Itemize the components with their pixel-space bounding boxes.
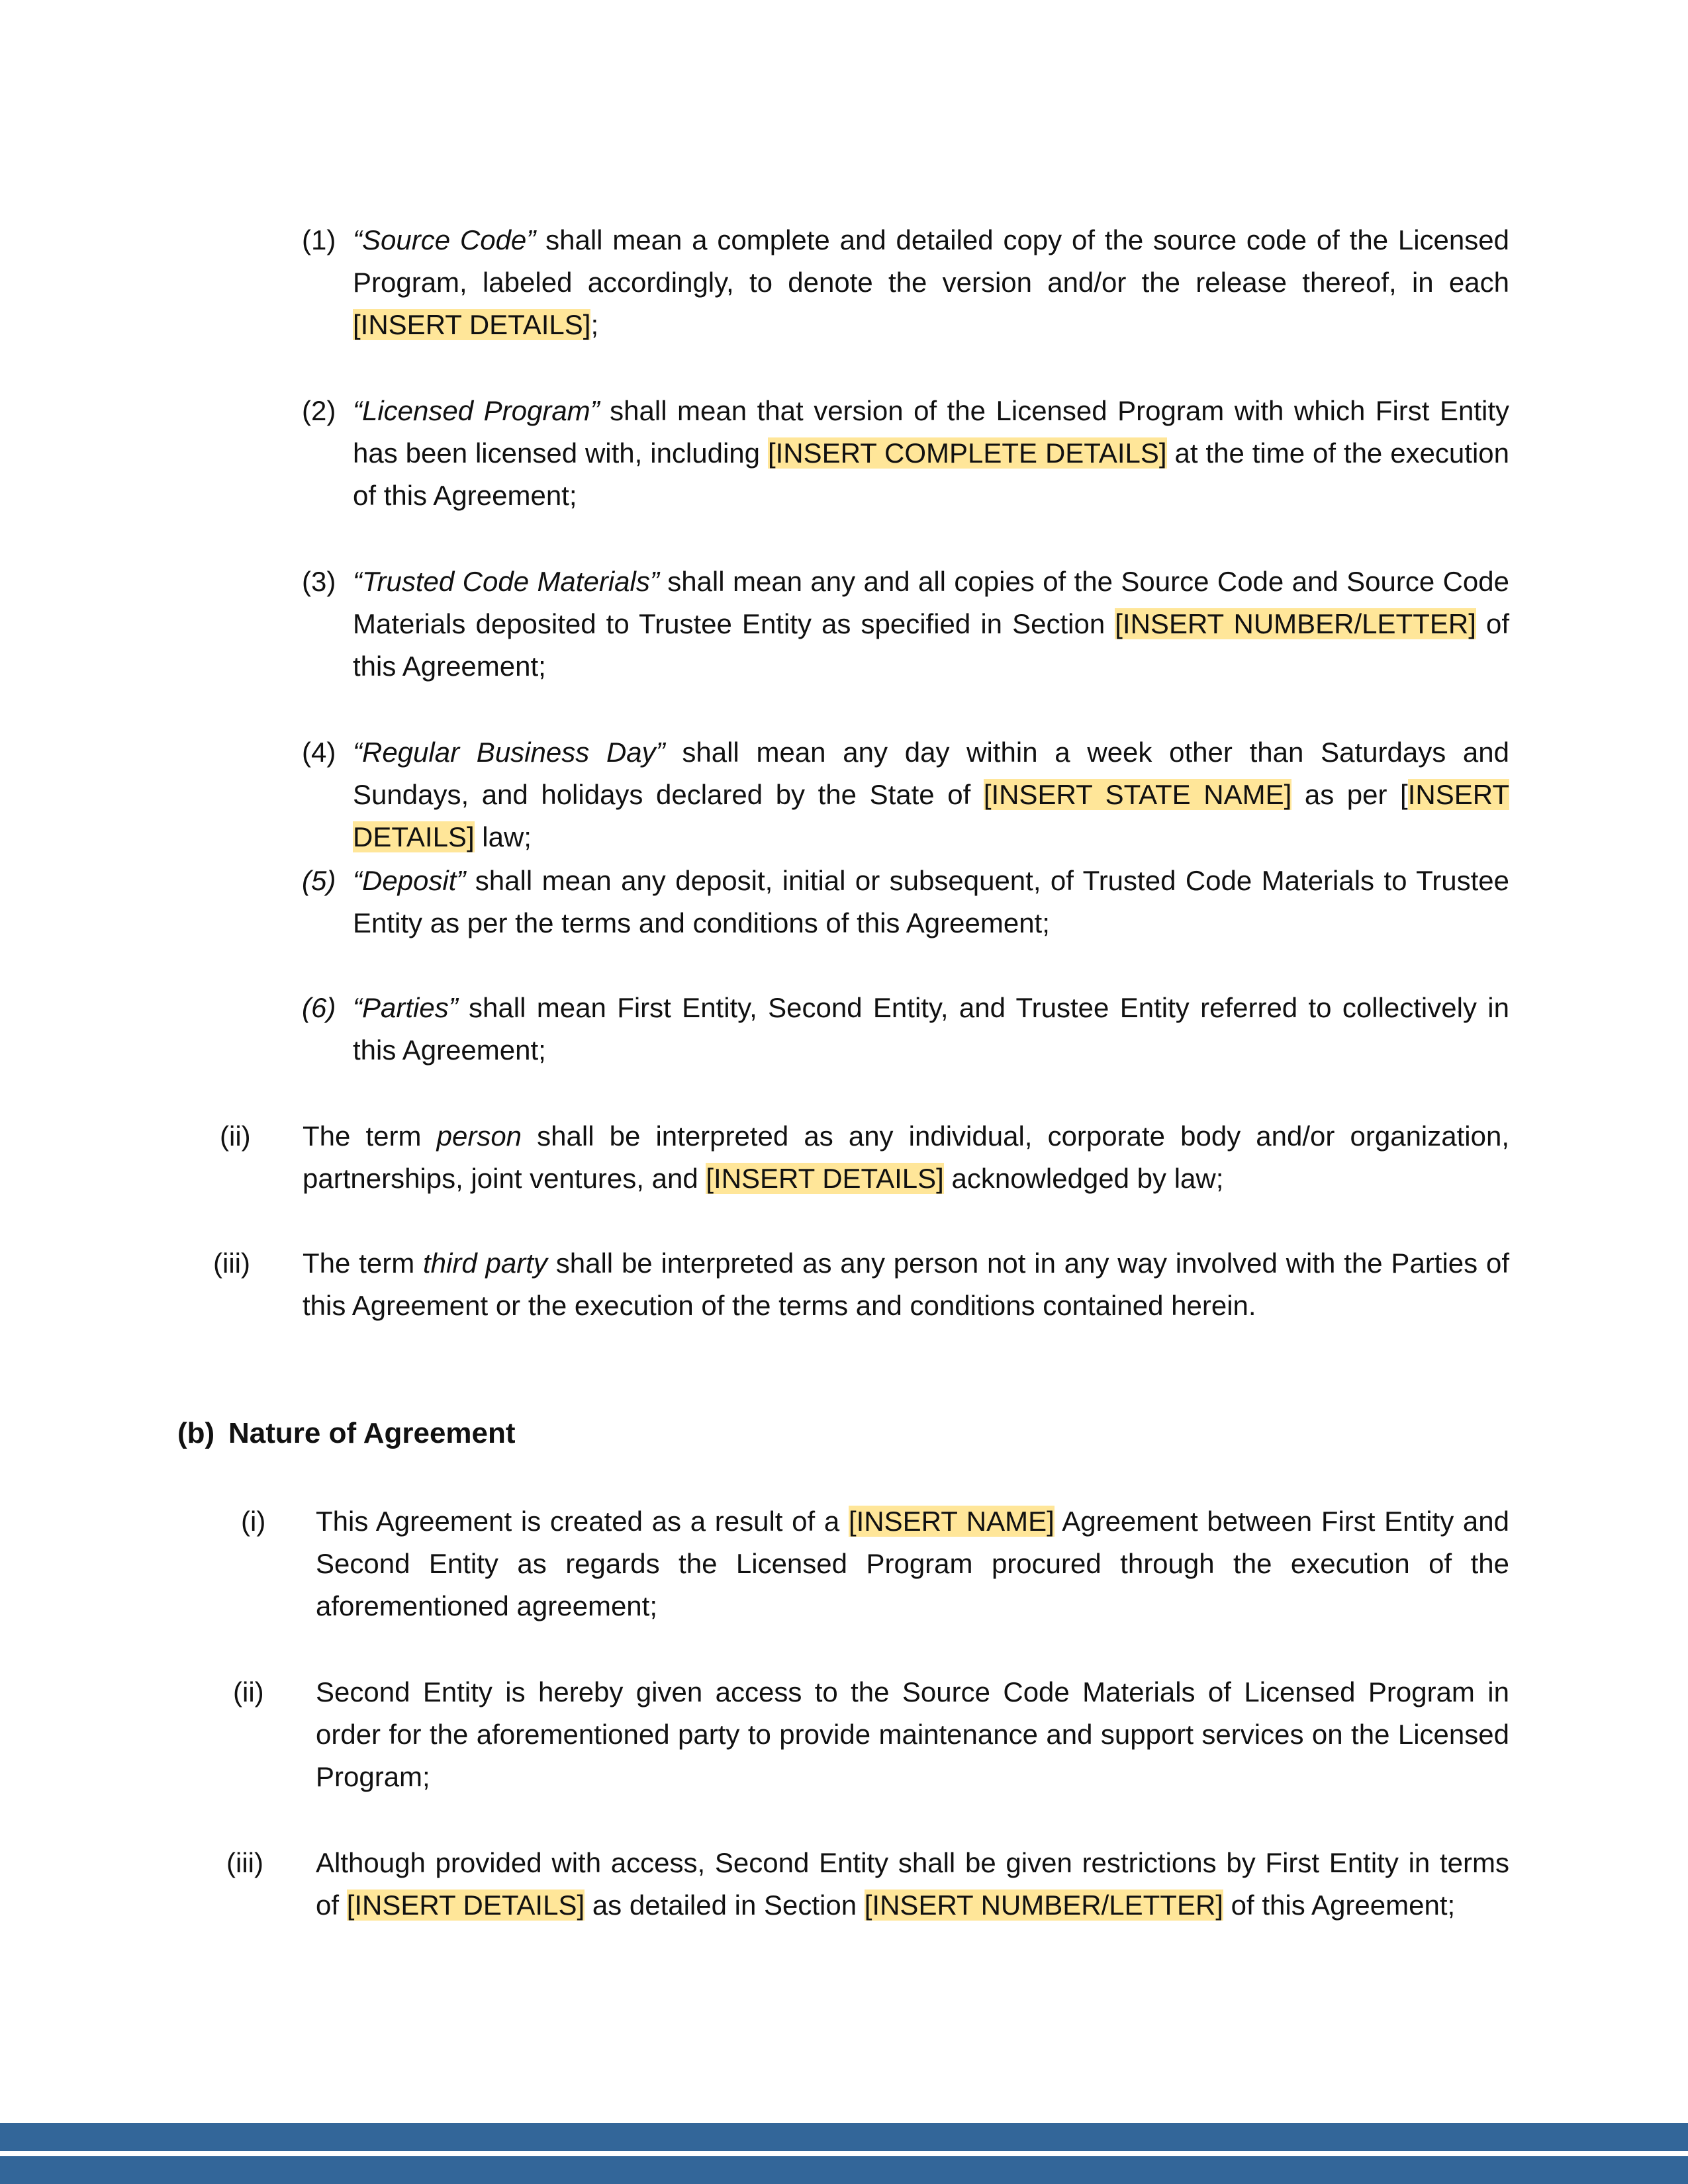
term-number: (iii) [213, 1248, 250, 1279]
text-segment: shall mean a complete and detailed copy of the source code of the Licensed Program, labeled accordingly, to denote the version and/or the release thereof, in each [353, 224, 1509, 298]
nature-item [316, 1671, 1509, 1798]
placeholder-highlight: [INSERT NAME] [848, 1506, 1055, 1537]
text-segment: Although provided with access, Second Entity shall be given restrictions by First Entity in terms of [316, 1847, 1509, 1921]
placeholder-highlight: [INSERT STATE NAME] [983, 779, 1292, 810]
definition-number: (2) [302, 395, 336, 426]
definition-item [353, 219, 1509, 346]
text-segment: of this Agreement; [1223, 1889, 1456, 1921]
text-segment: acknowledged by law; [943, 1163, 1224, 1194]
text-segment: of this Agreement; [353, 608, 1509, 682]
section-number: (b) [177, 1417, 215, 1449]
text-segment: shall mean any and all copies of the Source Code and Source Code Materials deposited to Trustee Entity as specified in Section [353, 566, 1509, 639]
definition-number: (1) [302, 224, 336, 255]
defined-term: “Trusted Code Materials” [353, 566, 659, 597]
defined-term: “Source Code” [353, 224, 536, 255]
nature-number: (iii) [226, 1847, 263, 1878]
text-segment: shall be interpreted as any individual, corporate body and/or organization, partnerships, joint ventures, and [303, 1120, 1510, 1194]
text-segment: as detailed in Section [585, 1889, 865, 1921]
text-segment: shall mean that version of the Licensed Program with which First Entity has been licensed with, including [353, 395, 1510, 469]
placeholder-highlight: [INSERT NUMBER/LETTER] [864, 1889, 1223, 1921]
text-segment: law; [474, 821, 532, 852]
placeholder-highlight: [INSERT DETAILS] [353, 309, 591, 340]
placeholder-highlight: INSERT DETAILS] [353, 779, 1509, 852]
nature-item [316, 1500, 1509, 1627]
nature-number: (i) [241, 1506, 266, 1537]
definition-item [353, 731, 1509, 858]
definition-number: (5) [302, 865, 336, 896]
text-segment: This Agreement is created as a result of a [316, 1506, 849, 1537]
defined-term: “Deposit” [353, 865, 466, 896]
placeholder-highlight: [INSERT DETAILS] [346, 1889, 585, 1921]
text-segment: Second Entity is hereby given access to the Source Code Materials of Licensed Program in order for the aforementioned party to provide maintenance and support services on the Licensed Program; [316, 1676, 1509, 1792]
text-segment: ; [590, 309, 599, 340]
text-segment: as per [ [1291, 779, 1408, 810]
text-segment: shall mean any day within a week other than Saturdays and Sundays, and holidays declared by the State of [353, 737, 1509, 810]
footer-band-top [0, 2123, 1688, 2151]
text-segment: shall mean First Entity, Second Entity, and Trustee Entity referred to collectively in this Agreement; [353, 992, 1509, 1066]
defined-term: “Regular Business Day” [353, 737, 665, 768]
section-title: Nature of Agreement [228, 1417, 516, 1449]
term-item [303, 1242, 1509, 1327]
definition-number: (3) [302, 566, 336, 597]
nature-item [316, 1842, 1509, 1927]
definition-number: (4) [302, 737, 336, 768]
defined-term: person [436, 1120, 522, 1152]
defined-term: “Licensed Program” [353, 395, 600, 426]
text-segment: at the time of the execution of this Agreement; [353, 437, 1509, 511]
placeholder-highlight: [INSERT COMPLETE DETAILS] [767, 437, 1167, 469]
defined-term: “Parties” [353, 992, 458, 1023]
definition-item [353, 561, 1509, 688]
footer-band-bottom [0, 2156, 1688, 2184]
term-number: (ii) [220, 1120, 251, 1152]
text-segment: Agreement between First Entity and Second Entity as regards the Licensed Program procured through the execution of the aforementioned agreement; [316, 1506, 1509, 1621]
term-item [303, 1115, 1509, 1200]
text-segment: The term [303, 1248, 424, 1279]
definition-item [353, 390, 1509, 517]
defined-term: third party [423, 1248, 547, 1279]
text-segment: shall mean any deposit, initial or subsequent, of Trusted Code Materials to Trustee Entity as per the terms and conditions of this Agreement; [353, 865, 1509, 938]
definition-item [353, 860, 1509, 944]
nature-number: (ii) [233, 1676, 264, 1707]
placeholder-highlight: [INSERT DETAILS] [706, 1163, 944, 1194]
definition-item [353, 987, 1509, 1071]
placeholder-highlight: [INSERT NUMBER/LETTER] [1115, 608, 1476, 639]
text-segment: shall be interpreted as any person not in any way involved with the Parties of this Agreement or the execution of the terms and conditions contained herein. [303, 1248, 1509, 1321]
definition-number: (6) [302, 992, 336, 1023]
text-segment: The term [303, 1120, 437, 1152]
